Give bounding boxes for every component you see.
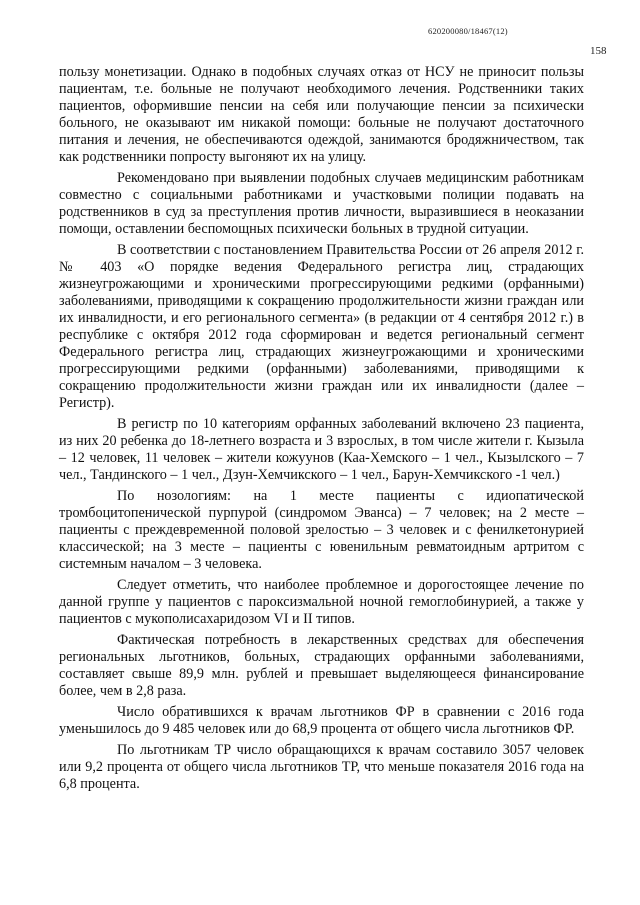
paragraph: Фактическая потребность в лекарственных средствах для обеспечения региональных льготников, больных, страдающих орфанными заболеваниями, составляет свыше 89,9 млн. рублей и превышает выделяющееся финансирование более, чем в 2,8 раза. [59, 632, 584, 699]
paragraph: В соответствии с постановлением Правительства России от 26 апреля 2012 г. № 403 «О порядке ведения Федерального регистра лиц, страдающих жизнеугрожающими и хроническими прогрессирующими редкими (орфанными) заболеваниями, приводящими к сокращению продолжительности жизни граждан или их инвалидности, и его регионального сегмента» (в редакции от 4 сентября 2012 г.) в республике с октября 2012 года сформирован и ведется региональный сегмент Федерального регистра лиц, страдающих жизнеугрожающими и хроническими прогрессирующими редкими (орфанными) заболеваниями, приводящими к сокращению продолжительности жизни граждан или их инвалидности (далее – Регистр). [59, 242, 584, 411]
paragraph: По льготникам ТР число обращающихся к врачам составило 3057 человек или 9,2 процента от общего числа льготников ТР, что меньше показателя 2016 года на 6,8 процента. [59, 742, 584, 792]
paragraph: Следует отметить, что наиболее проблемное и дорогостоящее лечение по данной группе у пациентов с пароксизмальной ночной гемоглобинурией, а также у пациентов с мукополисахаридозом VI и II типов. [59, 577, 584, 627]
document-id: 620200080/18467(12) [428, 26, 508, 36]
page-number: 158 [590, 45, 607, 57]
paragraph: Рекомендовано при выявлении подобных случаев медицинским работникам совместно с социальными работниками и участковыми полиции подавать на родственников в суд за преступления против личности, выразившиеся в неоказании помощи, оставлении беспомощных психически больных в трудной ситуации. [59, 170, 584, 237]
paragraph: Число обратившихся к врачам льготников ФР в сравнении с 2016 года уменьшилось до 9 485 человек или до 68,9 процента от общего числа льготников ФР. [59, 704, 584, 737]
paragraph: пользу монетизации. Однако в подобных случаях отказ от НСУ не приносит пользы пациентам, т.е. больные не получают необходимого лечения. Родственники таких пациентов, оформившие пенсии на себя или получающие пенсии за психически больного, не оказывают им никакой помощи: больные не получают достаточного питания и лечения, не обеспечиваются одеждой, занимаются бродяжничеством, так как родственники попросту выгоняют их на улицу. [59, 64, 584, 165]
paragraph: По нозологиям: на 1 месте пациенты с идиопатической тромбоцитопенической пурпурой (синдромом Эванса) – 7 человек; на 2 месте – пациенты с преждевременной половой зрелостью – 3 человек и с фенилкетонурией классической; на 3 месте – пациенты с ювенильным ревматоидным артритом с системным началом – 3 человека. [59, 488, 584, 572]
document-body [59, 64, 584, 797]
paragraph: В регистр по 10 категориям орфанных заболеваний включено 23 пациента, из них 20 ребенка до 18-летнего возраста и 3 взрослых, в том числе жители г. Кызыла – 12 человек, 11 человек – жители кожуунов (Каа-Хемского – 1 чел., Кызылского – 7 чел., Тандинского – 1 чел., Дзун-Хемчикского – 1 чел., Барун-Хемчикского -1 чел.) [59, 416, 584, 483]
